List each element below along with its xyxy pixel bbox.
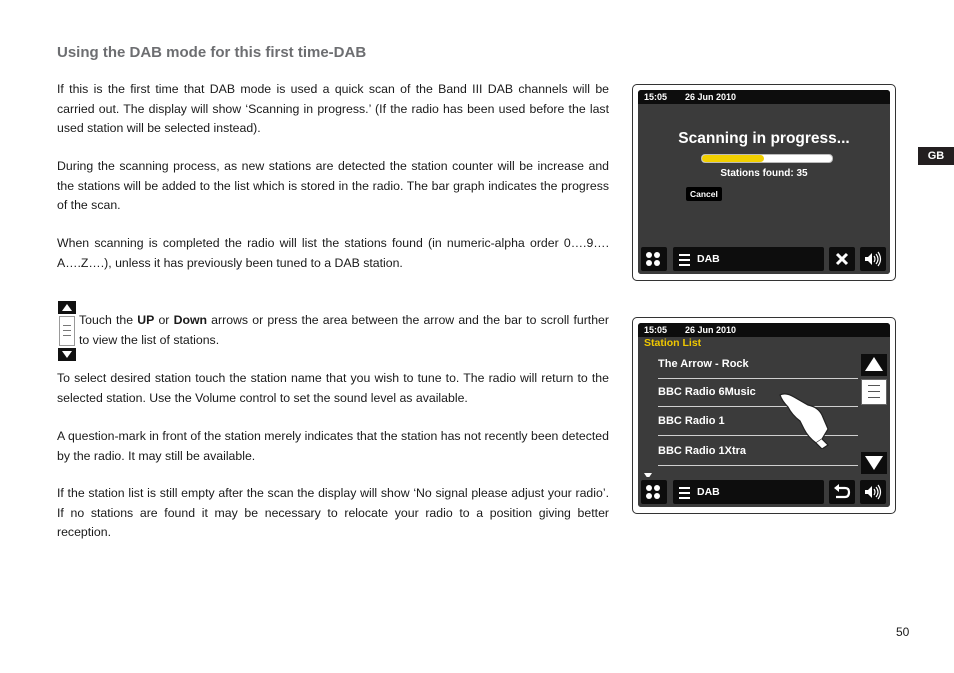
- station-item[interactable]: BBC Radio 1Xtra: [658, 441, 858, 466]
- station-list-screen-frame: [632, 317, 896, 514]
- menu-icon: [679, 487, 690, 502]
- source-menu-button[interactable]: [673, 480, 824, 504]
- paragraph-empty-list: If the station list is still empty after the scan the display will show ‘No signal please adjust your radio’. If no stations are found it may be necessary to relocate your radio to a position giving better reception.: [57, 486, 609, 540]
- page-number: 50: [896, 625, 910, 639]
- back-arrow-icon: [829, 480, 855, 504]
- scroll-widget-icon: [58, 301, 76, 361]
- apps-button[interactable]: [641, 247, 667, 271]
- clock-time: 15:05: [644, 325, 668, 335]
- close-icon: [829, 247, 855, 271]
- source-label: DAB: [697, 253, 720, 265]
- scanning-screen: [638, 90, 890, 274]
- volume-button[interactable]: [860, 480, 886, 504]
- apps-grid-icon: [646, 252, 660, 266]
- down-arrow-icon: [865, 456, 883, 470]
- apps-button[interactable]: [641, 480, 667, 504]
- scroll-bar[interactable]: [861, 379, 887, 405]
- station-list-title: Station List: [644, 337, 702, 349]
- up-arrow-icon: [58, 301, 76, 314]
- menu-icon: [679, 254, 690, 269]
- status-bar: [638, 90, 890, 104]
- section-heading: Using the DAB mode for this first time-DAB: [57, 44, 367, 61]
- bottom-toolbar: [638, 477, 890, 507]
- scroll-up-button[interactable]: [861, 354, 887, 376]
- down-arrow-icon: [58, 348, 76, 361]
- clock-time: 15:05: [644, 92, 668, 102]
- clock-date: 26 Jun 2010: [685, 325, 737, 335]
- stations-found-count: Stations found: 35: [720, 168, 808, 179]
- status-bar: [638, 323, 890, 337]
- close-button[interactable]: [829, 247, 855, 271]
- paragraph-completion: When scanning is completed the radio will list the stations found (in numeric-alpha order 0….9…. A….Z….), unless it has previously been tuned to a DAB station.: [57, 236, 609, 270]
- volume-icon: [860, 247, 886, 271]
- scan-progress-bar: [701, 154, 833, 163]
- station-item[interactable]: The Arrow - Rock: [658, 354, 858, 379]
- station-list-screen: [638, 323, 890, 507]
- back-button[interactable]: [829, 480, 855, 504]
- paragraph-select: To select desired station touch the station name that you wish to tune to. The radio will return to the selected station. Use the Volume control to set the sound level as available.: [57, 371, 609, 405]
- source-menu-button[interactable]: [673, 247, 824, 271]
- volume-icon: [860, 480, 886, 504]
- pointing-hand-icon: [778, 389, 834, 449]
- scanning-screen-frame: [632, 84, 896, 281]
- up-arrow-icon: [865, 357, 883, 371]
- bottom-toolbar: [638, 244, 890, 274]
- paragraph-scanning: During the scanning process, as new stations are detected the station counter will be increase and the stations will be added to the list which is stored in the radio. The bar graph indicates the progress of the scan.: [57, 159, 609, 213]
- apps-grid-icon: [646, 485, 660, 499]
- station-item[interactable]: BBC Radio 1: [658, 411, 858, 436]
- paragraph-intro: If this is the first time that DAB mode is used a quick scan of the Band III DAB channels will be carried out. The display will show ‘Scanning in progress.’ (If the radio has been used before the last used station will be selected instead).: [57, 82, 609, 136]
- paragraph-scroll: Touch the UP or Down arrows or press the area between the arrow and the bar to scroll further to view the list of stations.: [79, 313, 609, 347]
- scan-progress-fill: [702, 155, 764, 162]
- volume-button[interactable]: [860, 247, 886, 271]
- station-item[interactable]: BBC Radio 6Music: [658, 382, 858, 407]
- paragraph-question-mark: A question-mark in front of the station merely indicates that the station has not recently been detected by the radio. It may still be available.: [57, 429, 609, 463]
- cancel-button[interactable]: Cancel: [686, 187, 722, 201]
- clock-date: 26 Jun 2010: [685, 92, 737, 102]
- source-label: DAB: [697, 486, 720, 498]
- scroll-bar-icon: [59, 316, 75, 346]
- scanning-title: Scanning in progress...: [678, 130, 850, 147]
- scroll-down-button[interactable]: [861, 452, 887, 474]
- language-tab: GB: [918, 147, 954, 165]
